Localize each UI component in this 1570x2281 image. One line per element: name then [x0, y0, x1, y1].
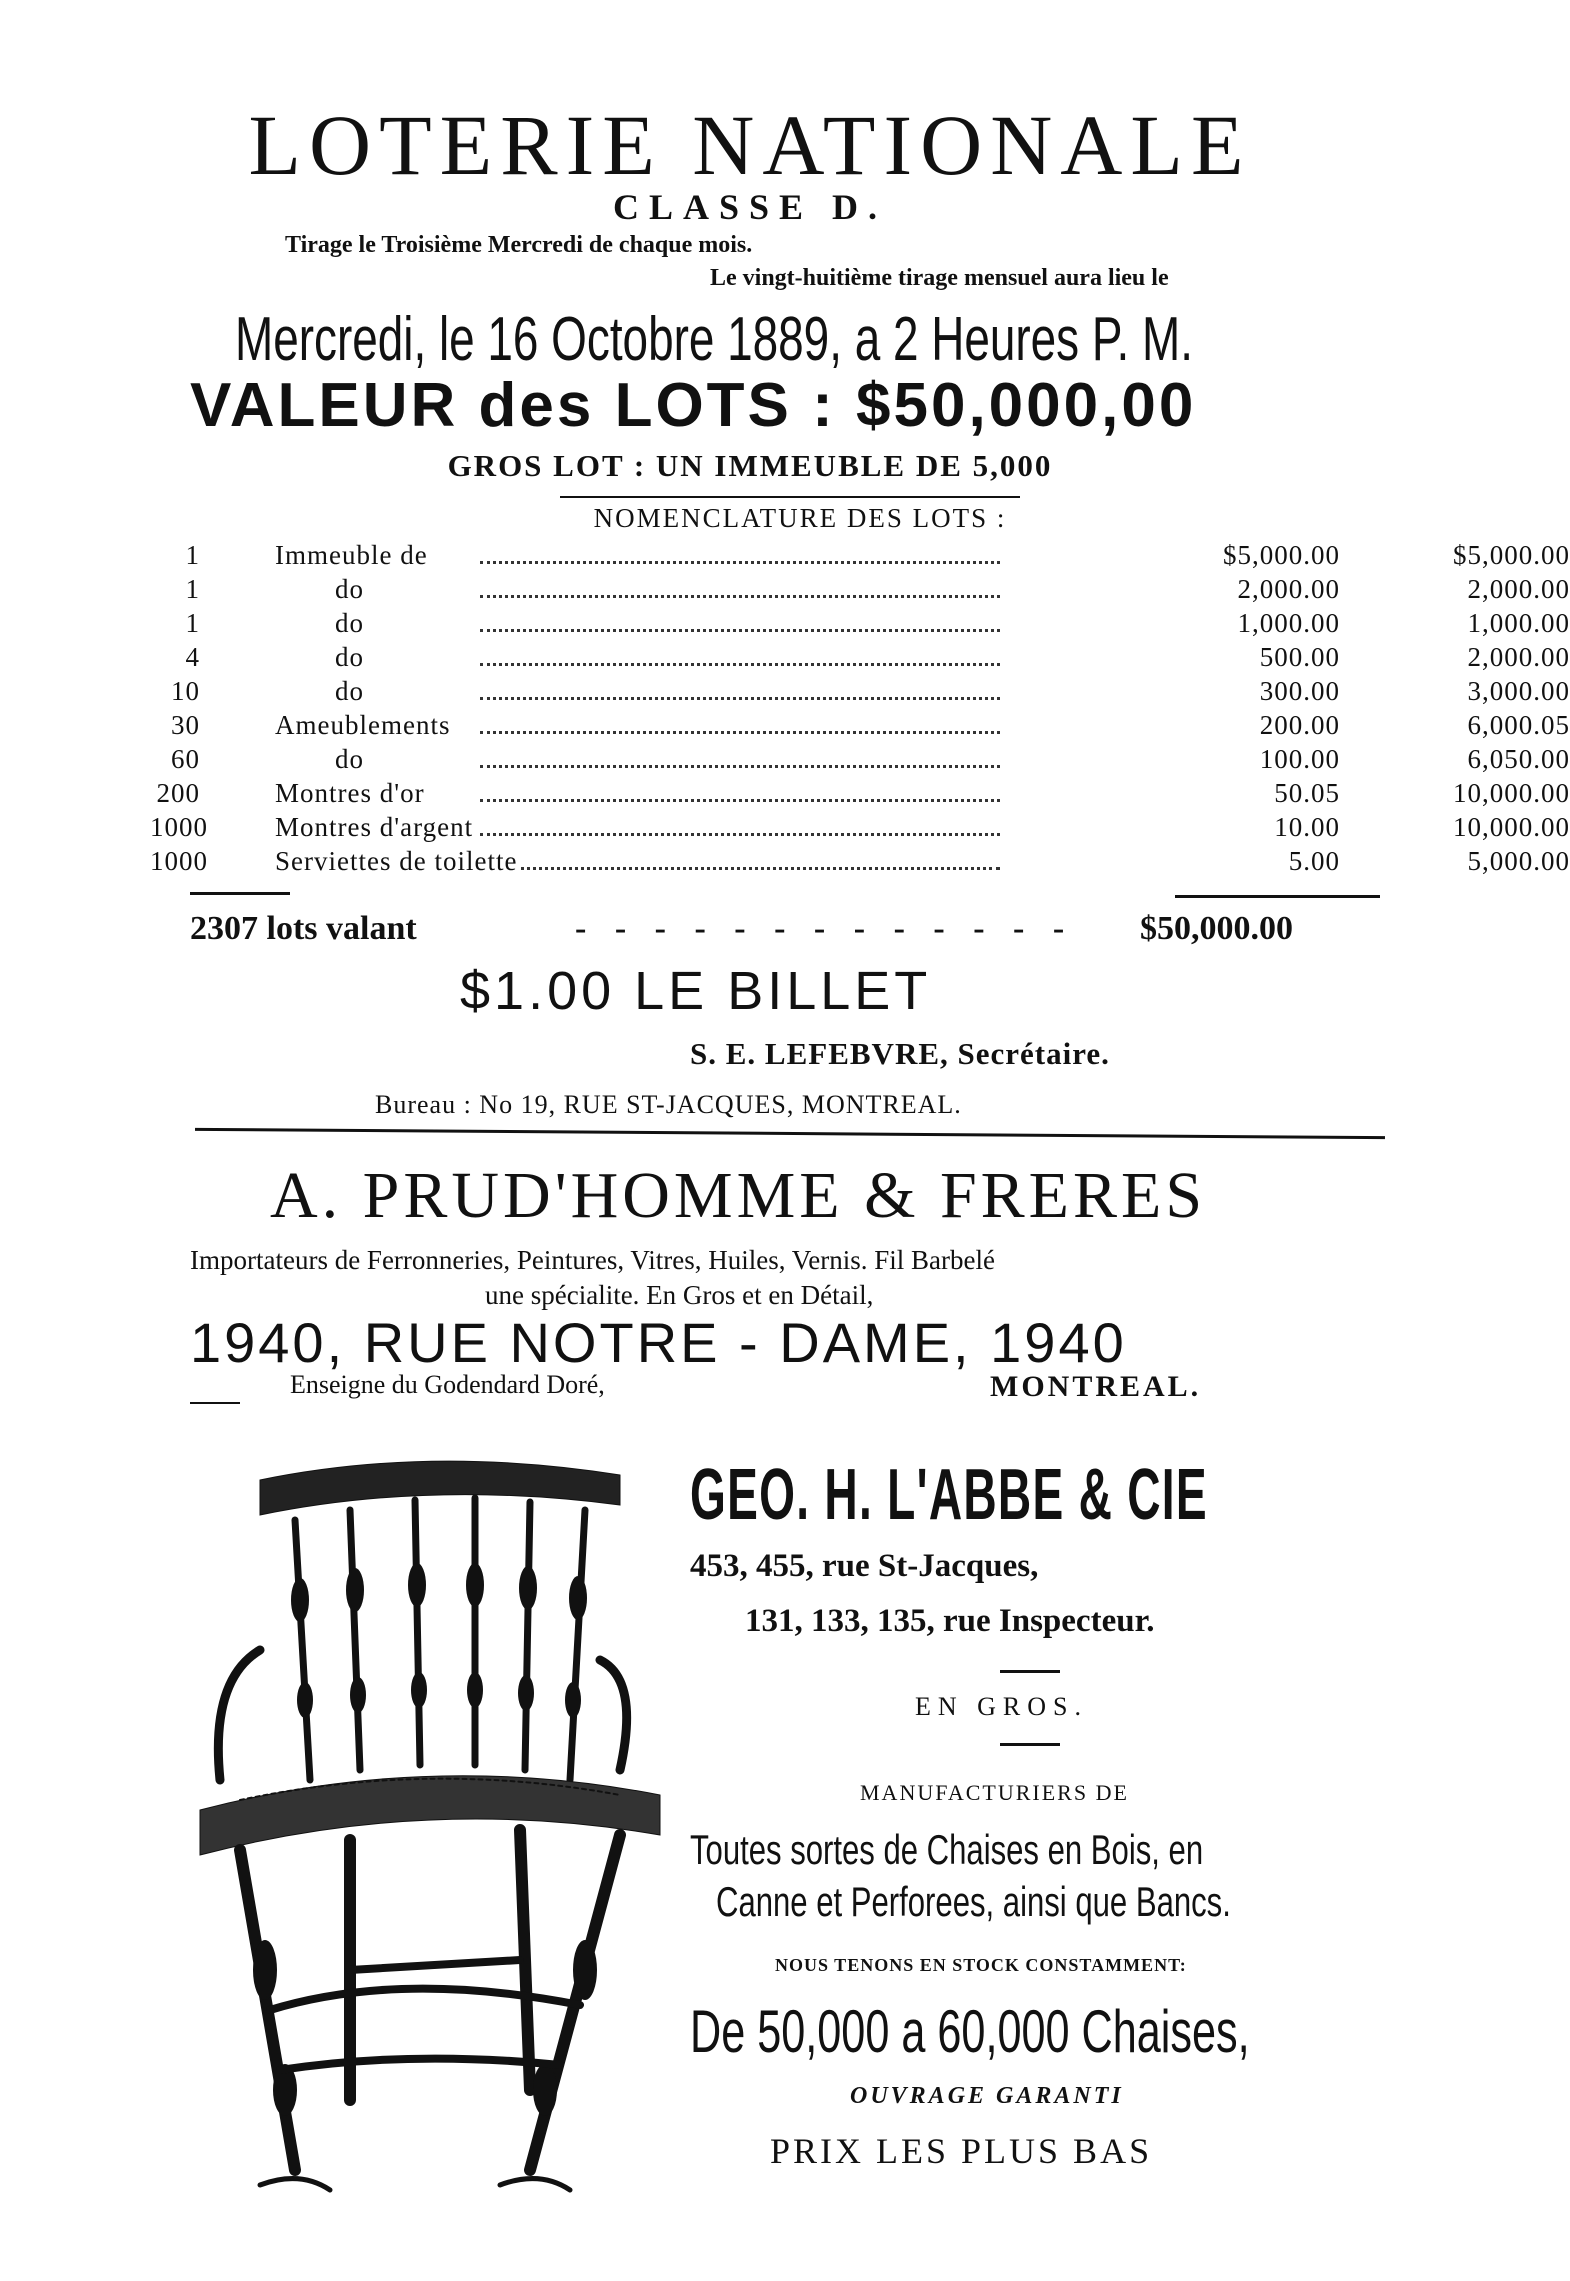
table-row	[171, 710, 1570, 744]
prize-total: 6,050.00	[1467, 744, 1570, 774]
prize-total: 10,000.00	[1453, 812, 1570, 842]
lots-value: VALEUR des LOTS : $50,000,00	[190, 371, 1197, 440]
prize-total: $5,000.00	[1453, 540, 1570, 570]
prudhomme-desc-line2: une spécialite. En Gros et en Détail,	[485, 1280, 874, 1310]
prize-qty: 30	[171, 710, 200, 740]
prize-item: do	[335, 676, 368, 707]
prize-item: Ameublements	[275, 710, 454, 741]
table-row	[150, 846, 1570, 880]
secretary: S. E. LEFEBVRE, Secrétaire.	[690, 1036, 1110, 1071]
table-row	[185, 540, 1570, 574]
prize-unit: 5.00	[1288, 846, 1340, 876]
prize-total: 10,000.00	[1453, 778, 1570, 808]
table-row	[185, 574, 1570, 608]
prudhomme-address: 1940, RUE NOTRE - DAME, 1940	[190, 1311, 1127, 1374]
prize-qty: 1	[185, 608, 200, 638]
labbe-en-gros: EN GROS.	[915, 1692, 1089, 1721]
prudhomme-title: A. PRUD'HOMME & FRERES	[270, 1159, 1207, 1232]
prize-item: Montres d'or	[275, 778, 429, 809]
labbe-manufacturiers: MANUFACTURIERS DE	[860, 1780, 1129, 1805]
prize-qty: 60	[171, 744, 200, 774]
labbe-quantity: De 50,000 a 60,000 Chaises,	[690, 1998, 1250, 2065]
table-row	[150, 812, 1570, 846]
prize-qty: 1000	[150, 812, 208, 842]
prize-item: do	[335, 574, 368, 605]
prize-item: do	[335, 608, 368, 639]
prize-item: do	[335, 744, 368, 775]
prize-total: 2,000.00	[1467, 574, 1570, 604]
prize-item: Montres d'argent	[275, 812, 477, 843]
huitieme-line: Le vingt-huitième tirage mensuel aura lieu le	[710, 265, 1169, 291]
prize-unit: 100.00	[1259, 744, 1340, 774]
prize-total: 5,000.00	[1467, 846, 1570, 876]
prize-item: Immeuble de	[275, 540, 432, 571]
table-row	[171, 744, 1570, 778]
total-dashes: - - - - - - - - - - - - -	[575, 910, 1075, 947]
prize-qty: 1	[185, 540, 200, 570]
labbe-address-2: 131, 133, 135, rue Inspecteur.	[745, 1603, 1155, 1639]
prudhomme-city: MONTREAL.	[990, 1370, 1202, 1403]
prize-unit: 500.00	[1259, 642, 1340, 672]
prudhomme-enseigne: Enseigne du Godendard Doré,	[290, 1370, 605, 1399]
prize-item: Serviettes de toilette	[275, 846, 521, 877]
prize-qty: 10	[171, 676, 200, 706]
prudhomme-desc-line1: Importateurs de Ferronneries, Peintures, Vitres, Huiles, Vernis. Fil Barbelé	[190, 1245, 995, 1275]
prize-unit: 2,000.00	[1237, 574, 1340, 604]
table-row	[185, 608, 1570, 642]
total-value: $50,000.00	[1140, 910, 1293, 947]
prize-unit: 50.05	[1274, 778, 1340, 808]
prize-qty: 4	[185, 642, 200, 672]
labbe-line-1: Toutes sortes de Chaises en Bois, en	[690, 1826, 1204, 1873]
chair-illustration	[200, 1450, 680, 2200]
draw-date: Mercredi, le 16 Octobre 1889, a 2 Heures P. M.	[235, 305, 1194, 374]
prize-unit: 300.00	[1259, 676, 1340, 706]
prize-qty: 1	[185, 574, 200, 604]
labbe-address-1: 453, 455, rue St-Jacques,	[690, 1548, 1039, 1584]
prize-unit: $5,000.00	[1223, 540, 1340, 570]
labbe-line-2: Canne et Perforees, ainsi que Bancs.	[716, 1878, 1231, 1925]
prize-item: do	[335, 642, 368, 673]
prize-qty: 1000	[150, 846, 208, 876]
total-lots-label: 2307 lots valant	[190, 910, 417, 947]
bureau-address: Bureau : No 19, RUE ST-JACQUES, MONTREAL.	[375, 1090, 962, 1119]
prize-unit: 1,000.00	[1237, 608, 1340, 638]
lottery-classe: CLASSE D.	[612, 187, 888, 227]
prize-total: 2,000.00	[1467, 642, 1570, 672]
table-row	[156, 778, 1570, 812]
ticket-price: $1.00 LE BILLET	[460, 961, 932, 1021]
labbe-title: GEO. H. L'ABBE & CIE	[690, 1455, 1208, 1535]
table-row	[185, 642, 1570, 676]
prize-unit: 200.00	[1259, 710, 1340, 740]
labbe-stock: NOUS TENONS EN STOCK CONSTAMMENT:	[775, 1955, 1187, 1975]
prize-total: 6,000.05	[1467, 710, 1570, 740]
tirage-line: Tirage le Troisième Mercredi de chaque mois.	[285, 232, 753, 258]
prize-qty: 200	[156, 778, 200, 808]
nomenclature-heading: NOMENCLATURE DES LOTS :	[593, 503, 1007, 533]
labbe-prix: PRIX LES PLUS BAS	[770, 2131, 1153, 2171]
labbe-garanti: OUVRAGE GARANTI	[850, 2083, 1124, 2109]
lottery-title: LOTERIE NATIONALE	[248, 97, 1252, 193]
gros-lot: GROS LOT : UN IMMEUBLE DE 5,000	[447, 448, 1053, 483]
table-row	[171, 676, 1570, 710]
prize-unit: 10.00	[1274, 812, 1340, 842]
prize-total: 1,000.00	[1467, 608, 1570, 638]
prize-total: 3,000.00	[1467, 676, 1570, 706]
